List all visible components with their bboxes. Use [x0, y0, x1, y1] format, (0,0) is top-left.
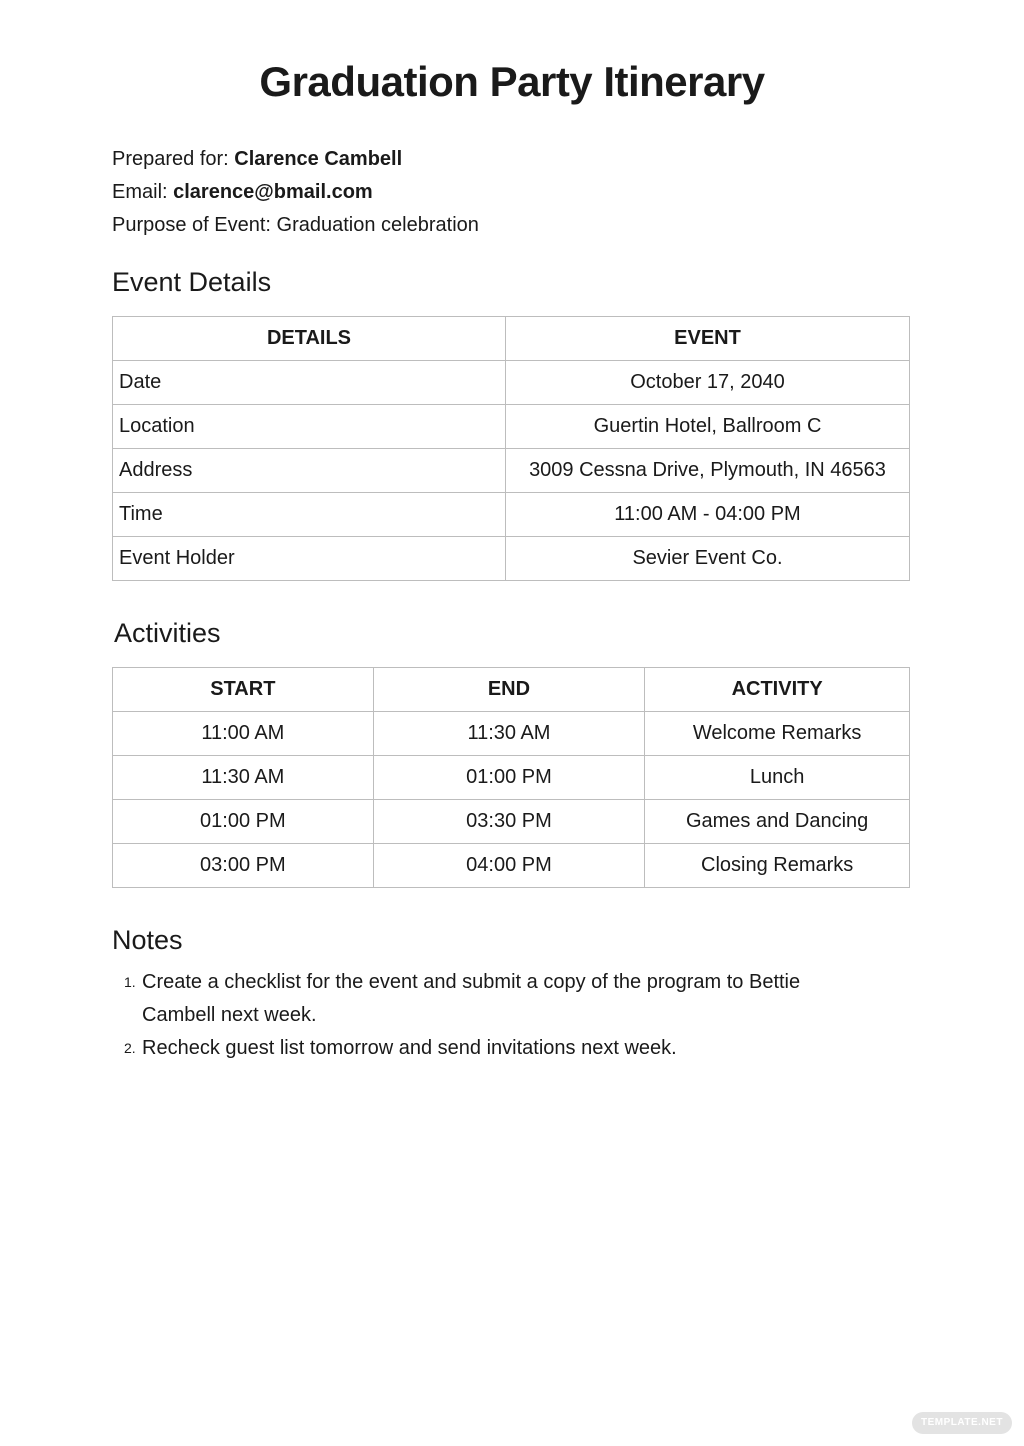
activity-name: Games and Dancing [645, 800, 910, 844]
table-row [113, 756, 910, 800]
column-header: END [373, 668, 645, 712]
purpose-line: Purpose of Event: Graduation celebration [112, 214, 479, 236]
table-row [113, 712, 910, 756]
table-header-row [113, 317, 910, 361]
activity-name: Closing Remarks [645, 844, 910, 888]
table-row [113, 361, 910, 405]
detail-value: 3009 Cessna Drive, Plymouth, IN 46563 [506, 449, 910, 493]
start-time: 11:00 AM [113, 712, 374, 756]
column-header: START [113, 668, 374, 712]
end-time: 11:30 AM [373, 712, 645, 756]
template-watermark: TEMPLATE.NET [912, 1412, 1012, 1434]
table-row [113, 844, 910, 888]
start-time: 03:00 PM [113, 844, 374, 888]
table-row [113, 405, 910, 449]
detail-value: Sevier Event Co. [506, 537, 910, 581]
activities-heading: Activities [114, 618, 221, 648]
event-details-table [112, 316, 910, 581]
list-item [112, 1032, 872, 1065]
table-row [113, 493, 910, 537]
page-title: Graduation Party Itinerary [259, 58, 765, 105]
email-value: clarence@bmail.com [173, 181, 373, 203]
end-time: 01:00 PM [373, 756, 645, 800]
prepared-for-value: Clarence Cambell [234, 148, 403, 170]
notes-list [112, 966, 872, 1065]
end-time: 03:30 PM [373, 800, 645, 844]
table-header-row [113, 668, 910, 712]
email-line [112, 176, 479, 209]
detail-label: Location [113, 405, 506, 449]
activities-table [112, 667, 910, 888]
detail-value: 11:00 AM - 04:00 PM [506, 493, 910, 537]
email-label: Email: [112, 181, 174, 203]
detail-label: Address [113, 449, 506, 493]
detail-value: Guertin Hotel, Ballroom C [506, 405, 910, 449]
note-text: Create a checklist for the event and submit a copy of the program to Bettie Cambell next week. [142, 971, 801, 1026]
column-header: ACTIVITY [645, 668, 910, 712]
table-row [113, 449, 910, 493]
detail-label: Time [113, 493, 506, 537]
detail-label: Date [113, 361, 506, 405]
activity-name: Lunch [645, 756, 910, 800]
activity-name: Welcome Remarks [645, 712, 910, 756]
detail-label: Event Holder [113, 537, 506, 581]
table-row [113, 800, 910, 844]
end-time: 04:00 PM [373, 844, 645, 888]
list-item [112, 966, 872, 1032]
list-number: 1. [124, 974, 136, 990]
table-row [113, 537, 910, 581]
note-text: Recheck guest list tomorrow and send invitations next week. [142, 1037, 677, 1059]
list-number: 2. [124, 1040, 136, 1056]
column-header: EVENT [506, 317, 910, 361]
detail-value: October 17, 2040 [506, 361, 910, 405]
event-details-heading: Event Details [112, 267, 272, 297]
document-meta [112, 143, 479, 242]
notes-heading: Notes [112, 925, 183, 955]
start-time: 01:00 PM [113, 800, 374, 844]
start-time: 11:30 AM [113, 756, 374, 800]
prepared-for-line [112, 143, 479, 176]
prepared-for-label: Prepared for: [112, 148, 235, 170]
column-header: DETAILS [113, 317, 506, 361]
